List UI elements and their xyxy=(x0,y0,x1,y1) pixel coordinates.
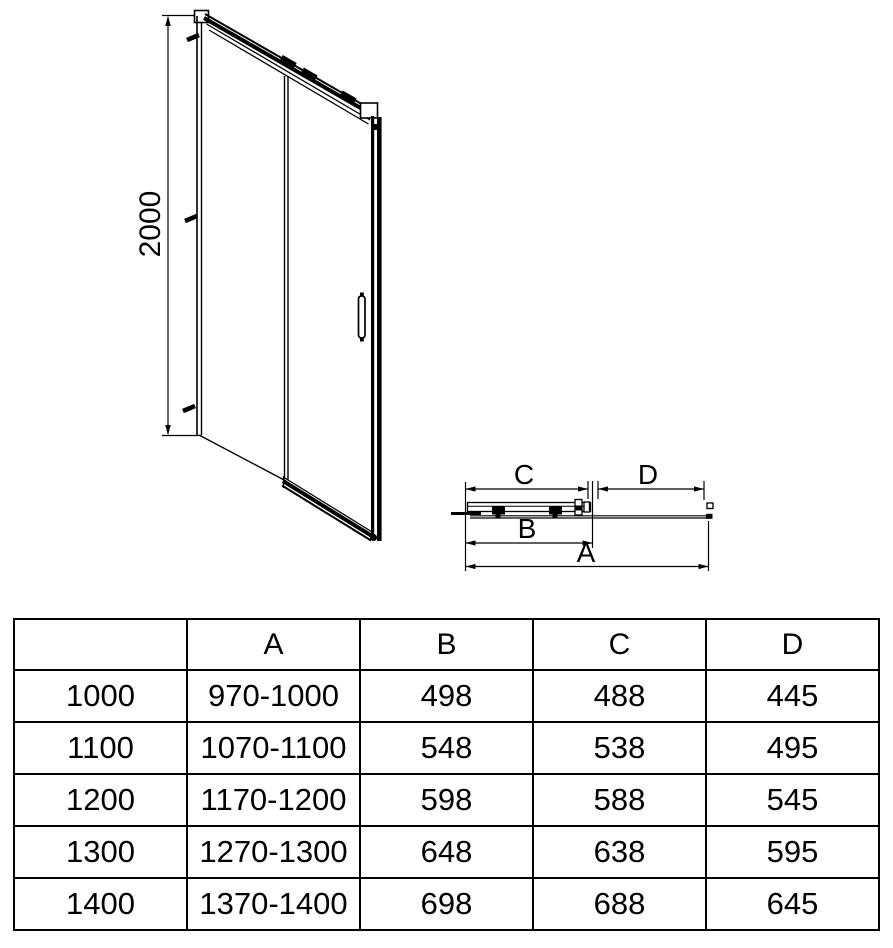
sliding-panel-edge xyxy=(285,76,289,480)
dim-a-label: A xyxy=(576,537,596,568)
dim-c-label: C xyxy=(513,459,535,490)
value-cell: 645 xyxy=(706,878,879,930)
glass-end-cap-icon xyxy=(706,514,713,519)
value-cell: 1270-1300 xyxy=(187,826,360,878)
header-cell-blank xyxy=(14,619,187,670)
height-dimension xyxy=(134,16,201,436)
table-row xyxy=(14,774,879,826)
arrow-left-icon xyxy=(598,486,608,491)
header-cell-a: A xyxy=(187,619,360,670)
dimension-c xyxy=(466,459,589,492)
value-cell: 498 xyxy=(360,670,533,722)
roller-icon xyxy=(549,507,562,515)
value-cell: 595 xyxy=(706,826,879,878)
header-cell-c: C xyxy=(533,619,706,670)
value-cell: 688 xyxy=(533,878,706,930)
door-handle xyxy=(359,293,366,342)
header-cell-b: B xyxy=(360,619,533,670)
value-cell: 545 xyxy=(706,774,879,826)
arrow-right-icon xyxy=(699,564,709,569)
header-row xyxy=(14,619,879,670)
size-table xyxy=(13,618,880,931)
value-cell: 495 xyxy=(706,722,879,774)
size-cell: 1300 xyxy=(14,826,187,878)
arrow-right-icon xyxy=(694,486,704,491)
dim-b-label: B xyxy=(517,513,537,544)
dim-d-label: D xyxy=(637,459,659,490)
roller-icon xyxy=(492,507,505,515)
table-row xyxy=(14,722,879,774)
header-cell-d: D xyxy=(706,619,879,670)
plan-view xyxy=(451,459,713,571)
dimension-a xyxy=(466,537,709,569)
value-cell: 538 xyxy=(533,722,706,774)
wall-bracket-icon xyxy=(183,406,195,411)
value-cell: 1370-1400 xyxy=(187,878,360,930)
value-cell: 598 xyxy=(360,774,533,826)
value-cell: 548 xyxy=(360,722,533,774)
arrow-left-icon xyxy=(466,564,476,569)
value-cell: 648 xyxy=(360,826,533,878)
table-row xyxy=(14,670,879,722)
value-cell: 698 xyxy=(360,878,533,930)
value-cell: 1170-1200 xyxy=(187,774,360,826)
value-cell: 1070-1100 xyxy=(187,722,360,774)
size-cell: 1000 xyxy=(14,670,187,722)
value-cell: 970-1000 xyxy=(187,670,360,722)
value-cell: 488 xyxy=(533,670,706,722)
size-table-container xyxy=(13,618,880,931)
size-cell: 1400 xyxy=(14,878,187,930)
dimension-d xyxy=(598,459,704,492)
size-cell: 1200 xyxy=(14,774,187,826)
value-cell: 638 xyxy=(533,826,706,878)
size-cell: 1100 xyxy=(14,722,187,774)
front-view xyxy=(134,11,382,542)
end-bracket-icon xyxy=(707,503,713,509)
wall-bracket-icon xyxy=(185,216,197,221)
arrow-down-icon xyxy=(165,425,171,435)
arrow-left-icon xyxy=(466,486,476,491)
value-cell: 588 xyxy=(533,774,706,826)
arrow-right-icon xyxy=(578,486,588,491)
value-cell: 445 xyxy=(706,670,879,722)
table-row xyxy=(14,826,879,878)
arrow-left-icon xyxy=(466,540,476,545)
height-dimension-label: 2000 xyxy=(134,190,167,258)
arrow-up-icon xyxy=(165,16,171,26)
table-row xyxy=(14,878,879,930)
left-wall-profile xyxy=(183,11,209,436)
rail-end-cap-icon xyxy=(370,534,377,541)
